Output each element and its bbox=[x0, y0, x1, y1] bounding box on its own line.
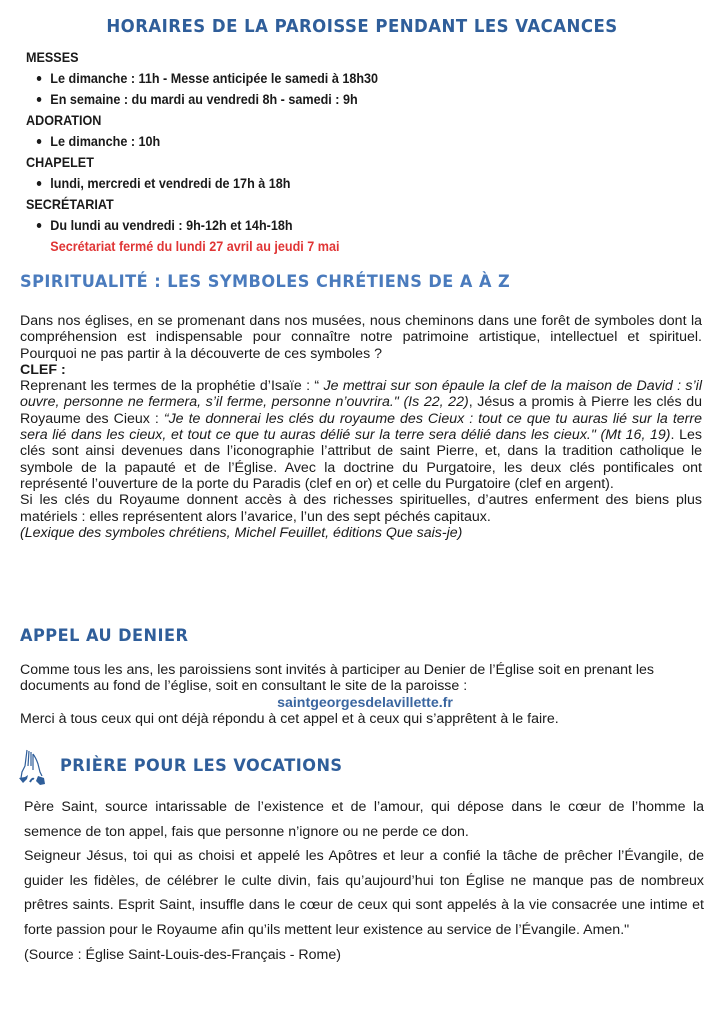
list-item: Du lundi au vendredi : 9h-12h et 14h-18h bbox=[26, 215, 378, 236]
spiritualite-title: SPIRITUALITÉ : LES SYMBOLES CHRÉTIENS DE A À Z bbox=[20, 272, 511, 292]
praying-hands-icon bbox=[18, 748, 48, 786]
spiritualite-body bbox=[20, 313, 702, 541]
prayer-paragraph-2: Seigneur Jésus, toi qui as choisi et appelé les Apôtres et leur a confié la tâche de prêcher l’Évangile, de guider les fidèles, de célébrer le culte divin, fais qu’aujourd’hui ton Église ne manque pas de nombreux prêtres saints. Esprit Saint, insuffle dans le cœur de ceux qui sont appelés à la vie consacrée une intime et forte passion pour le Royaume afin qu’ils mettent leur existence au service de l’Évangile. Amen." bbox=[24, 848, 704, 938]
bullet-icon bbox=[37, 97, 42, 102]
bullet-icon bbox=[37, 223, 42, 228]
schedule-list bbox=[26, 47, 417, 257]
term-label: CLEF : bbox=[20, 361, 66, 378]
closure-notice: Secrétariat fermé du lundi 27 avril au jeudi 7 mai bbox=[50, 238, 340, 254]
bullet-icon bbox=[37, 181, 42, 186]
category-adoration: ADORATION bbox=[26, 112, 102, 128]
priere-title: PRIÈRE POUR LES VOCATIONS bbox=[60, 756, 343, 776]
avarice-paragraph: Si les clés du Royaume donnent accès à des richesses spirituelles, d’autres enferment des biens plus matériels : elles représentent alors l’avarice, l’un des sept péchés capitaux. bbox=[20, 492, 702, 525]
list-item: Le dimanche : 11h - Messe anticipée le samedi à 18h30 bbox=[26, 68, 378, 89]
clef-paragraph: Reprenant les termes de la prophétie d’Isaïe : “ Je mettrai sur son épaule la clef de la maison de David : s’il ouvre, personne ne fermera, s’il ferme, personne n’ouvrira." (Is 22, 22), Jésus a promis à Pierre les clés du Royaume des Cieux : “Je te donnerai les clés du royaume des Cieux : tout ce que tu auras lié sur la terre sera lié dans les cieux, et tout ce que tu auras délié sur la terre sera délié dans les cieux." (Mt 16, 19). Les clés sont ainsi devenues dans l’iconographie l’attribut de saint Pierre, et, dans la tradition catholique le symbole de la papauté et de l’Église. Avec la doctrine du Purgatoire, les deux clés pontificales ont représenté l’ouverture de la porte du Paradis (clef en or) et celle du Purgatoire (clef en argent). bbox=[20, 378, 703, 492]
denier-paragraph: Comme tous les ans, les paroissiens sont invités à participer au Denier de l’Église soit en prenant les documents au fond de l’église, soit en consultant le site de la paroisse : bbox=[20, 662, 655, 695]
schedule-title: HORAIRES DE LA PAROISSE PENDANT LES VACANCES bbox=[106, 16, 618, 37]
category-chapelet: CHAPELET bbox=[26, 154, 94, 170]
list-item: Le dimanche : 10h bbox=[26, 131, 378, 152]
intro-paragraph: Dans nos églises, en se promenant dans nos musées, nous cheminons dans une forêt de symboles dont la compréhension est indispensable pour connaître notre patrimoine artistique, intellectuel et spirituel. Pourquoi ne pas partir à la découverte de ces symboles ? bbox=[20, 313, 702, 362]
prayer-paragraph-1: Père Saint, source intarissable de l’existence et de l’amour, qui dépose dans le cœur de l’homme la semence de ton appel, fais que personne n’ignore ou ne perde ce don. bbox=[24, 799, 704, 840]
bullet-icon bbox=[37, 139, 42, 144]
source-citation: (Lexique des symboles chrétiens, Michel Feuillet, éditions Que sais-je) bbox=[20, 524, 463, 541]
category-messes: MESSES bbox=[26, 49, 79, 65]
list-item: lundi, mercredi et vendredi de 17h à 18h bbox=[26, 173, 378, 194]
denier-title: APPEL AU DENIER bbox=[20, 626, 189, 646]
parish-website-link[interactable]: saintgeorgesdelavillette.fr bbox=[277, 694, 453, 711]
denier-body bbox=[20, 662, 710, 727]
priere-body bbox=[24, 795, 704, 967]
category-secretariat: SECRÉTARIAT bbox=[26, 196, 114, 212]
thanks-paragraph: Merci à tous ceux qui ont déjà répondu à cet appel et à ceux qui s’apprêtent à le faire. bbox=[20, 710, 559, 727]
prayer-source: (Source : Église Saint-Louis-des-Français - Rome) bbox=[24, 946, 341, 963]
bullet-icon bbox=[37, 76, 42, 81]
list-item: En semaine : du mardi au vendredi 8h - samedi : 9h bbox=[26, 89, 378, 110]
